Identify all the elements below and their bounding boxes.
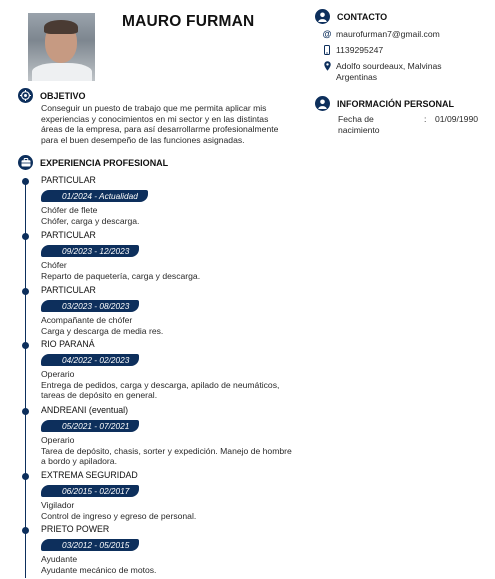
job-entry xyxy=(41,339,341,401)
target-icon xyxy=(18,88,33,103)
at-sign-icon: @ xyxy=(322,29,332,39)
personal-section-title: INFORMACIÓN PERSONAL xyxy=(337,99,454,109)
candidate-name: MAURO FURMAN xyxy=(122,13,255,30)
job-dates: 03/2023 - 08/2023 xyxy=(41,300,139,312)
location-pin-icon xyxy=(320,61,334,82)
job-company: PARTICULAR xyxy=(41,285,96,295)
experience-section-title: EXPERIENCIA PROFESIONAL xyxy=(40,158,169,168)
phone-text: 1139295247 xyxy=(336,45,384,55)
timeline-dot xyxy=(22,233,29,240)
contact-address xyxy=(320,61,442,82)
address-text: Adolfo sourdeaux, Malvinas Argentinas xyxy=(336,61,442,82)
job-description: Carga y descarga de media res. xyxy=(41,325,164,336)
contact-email[interactable] xyxy=(320,29,440,40)
timeline-dot xyxy=(22,408,29,415)
timeline-dot xyxy=(22,342,29,349)
job-role: Acompañante de chófer xyxy=(41,315,133,325)
email-text: maurofurman7@gmail.com xyxy=(336,29,440,39)
job-company: EXTREMA SEGURIDAD xyxy=(41,470,138,480)
job-description: Chófer, carga y descarga. xyxy=(41,215,140,226)
timeline-dot xyxy=(22,473,29,480)
job-description: tareas de depósito en general. xyxy=(41,390,158,401)
job-description: a bordo y apiladora. xyxy=(41,456,117,467)
job-dates: 05/2021 - 07/2021 xyxy=(41,420,139,432)
job-description: Ayudante mecánico de motos. xyxy=(41,564,157,575)
job-description: Tarea de depósito, chasis, sorter y expedición. Manejo de hombre xyxy=(41,445,292,456)
timeline-dot xyxy=(22,288,29,295)
job-entry xyxy=(41,230,341,281)
timeline-dot xyxy=(22,527,29,534)
job-company: ANDREANI (eventual) xyxy=(41,405,129,415)
job-dates: 01/2024 - Actualidad xyxy=(41,190,148,202)
job-company: PARTICULAR xyxy=(41,175,96,185)
briefcase-icon xyxy=(18,155,33,170)
job-dates: 04/2022 - 02/2023 xyxy=(41,354,139,366)
job-dates: 09/2023 - 12/2023 xyxy=(41,245,139,257)
job-description: Control de ingreso y egreso de personal. xyxy=(41,510,197,521)
contact-phone[interactable] xyxy=(320,45,383,56)
timeline-dot xyxy=(22,178,29,185)
person-icon xyxy=(315,9,330,24)
birth-date-value: 01/09/1990 xyxy=(435,114,479,124)
job-entry xyxy=(41,285,341,336)
job-entry xyxy=(41,175,341,226)
job-dates: 03/2012 - 05/2015 xyxy=(41,539,139,551)
person-icon xyxy=(315,96,330,111)
phone-icon xyxy=(320,45,334,56)
birth-date-label: Fecha de nacimiento xyxy=(338,114,380,135)
job-entry xyxy=(41,405,341,467)
job-role: Operario xyxy=(41,435,75,445)
job-role: Chófer de flete xyxy=(41,205,98,215)
job-company: PRIETO POWER xyxy=(41,524,110,534)
job-entry xyxy=(41,524,341,575)
birth-date-separator: : xyxy=(424,114,427,124)
job-role: Vigilador xyxy=(41,500,75,510)
job-entry xyxy=(41,470,341,521)
job-description: Entrega de pedidos, carga y descarga, apilado de neumáticos, xyxy=(41,379,280,390)
job-company: PARTICULAR xyxy=(41,230,96,240)
objective-text: Conseguir un puesto de trabajo que me permita aplicar mis experiencias y conocimientos en mi sector y en las distintas áreas de la empresa, para así desarrollarme profesionalmente para el buen desempeño de las funciones asignadas. xyxy=(41,103,279,145)
job-role: Operario xyxy=(41,369,75,379)
objective-section-title: OBJETIVO xyxy=(40,91,86,101)
profile-photo xyxy=(28,13,95,81)
job-description: Reparto de paquetería, carga y descarga. xyxy=(41,270,201,281)
job-company: RIO PARANÁ xyxy=(41,339,95,349)
contact-section-title: CONTACTO xyxy=(337,12,388,22)
job-role: Chófer xyxy=(41,260,67,270)
job-role: Ayudante xyxy=(41,554,78,564)
job-dates: 06/2015 - 02/2017 xyxy=(41,485,139,497)
